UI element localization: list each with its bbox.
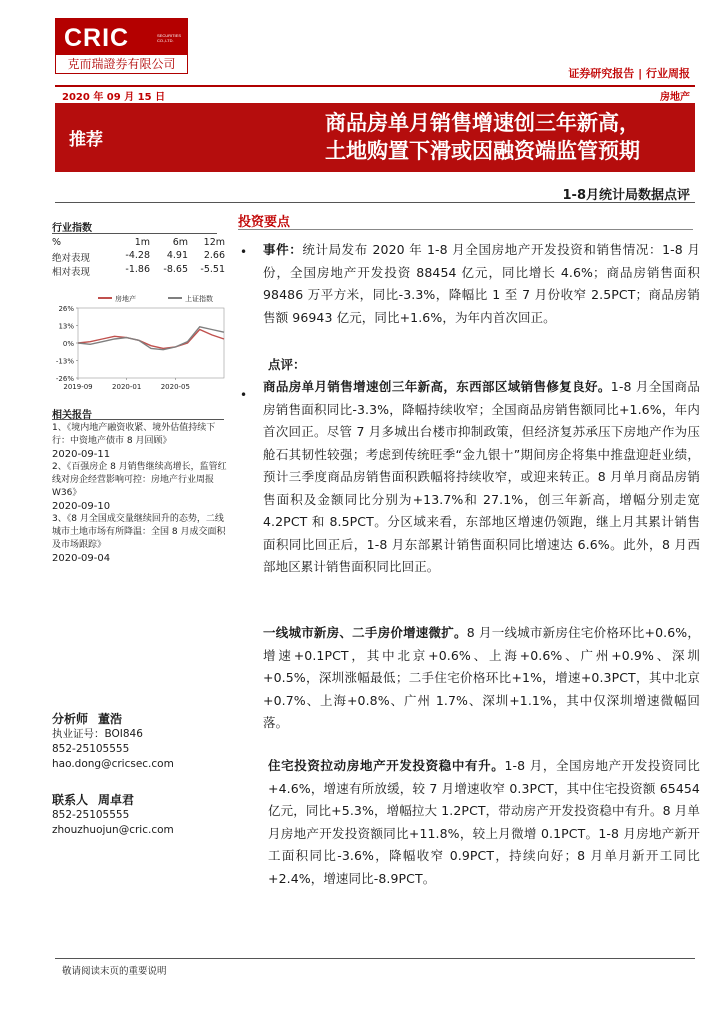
paragraph-body: 统计局发布 2020 年 1-8 月全国房地产开发投资和销售情况：1-8 月份，全国房地产开发投资 88454 亿元，同比增长 4.6%；商品房销售面积 98486 万平方米，同比-3.3%，降幅比 1 至 7 月份收窄 2.5PCT；商品房销售额 96943 亿元，同比+1.6%，为年内首次回正。 — [263, 242, 700, 325]
contact-block — [52, 793, 228, 838]
index-cell: -8.65 — [163, 264, 188, 275]
analyst-email[interactable]: hao.dong@cricsec.com — [52, 758, 174, 770]
x-tick-label: 2019-09 — [63, 383, 93, 391]
analyst-phone: 852-25105555 — [52, 743, 130, 755]
analyst-cert: 执业证号：BOI846 — [52, 728, 143, 740]
legend-label: 上证指数 — [185, 295, 213, 303]
index-title: 行业指数 — [52, 223, 92, 234]
chart-frame — [78, 308, 224, 378]
index-col-header: % — [52, 237, 62, 248]
bullet-icon: • — [240, 388, 248, 402]
logo-word: CRIC — [64, 24, 130, 52]
related-title: 相关报告 — [52, 410, 92, 421]
index-col-header: 6m — [172, 237, 188, 248]
index-performance-chart — [48, 290, 230, 394]
logo-cn-name: 克而瑞證券有限公司 — [67, 57, 176, 71]
y-tick-label: -13% — [55, 357, 74, 366]
contact-heading — [52, 793, 228, 808]
related-item-text: 2、《百强房企 8 月销售继续高增长，监管红线对房企经营影响可控：房地产行业周报 W36》 — [52, 462, 227, 498]
paragraph-body: 1-8 月全国商品房销售面积同比-3.3%，降幅持续收窄；全国商品房销售额同比+1.6%，年内首次回正。尽管 7 月多城出台楼市抑制政策，但经济复苏承压下房地产作为压舱石其韧性较强；考虑到传统旺季“金九银十”期间房企将集中推盘迎赶业绩，预计三季度商品房销售面积跌幅将持续收窄，或迎来转正。8 月单月商品房销售面积及金额同比分别为+13.7%和 27.1%，创三年新高，增幅分别走宽 4.2PCT 和 8.5PCT。分区域来看，东部地区增速仍领跑，继上月其累计销售面积同比回正后，1-8 月东部累计销售面积同比增速达 6.6%。此外，8 月西部地区累计销售面积同比回正。 — [263, 379, 700, 574]
x-tick-label: 2020-05 — [160, 383, 190, 391]
analyst-label: 分析师 — [52, 712, 89, 726]
related-item[interactable] — [52, 513, 228, 565]
analyst-block — [52, 712, 228, 772]
paragraph-body: 1-8 月，全国房地产开发投资同比+4.6%，增速有所放缓，较 7 月增速收窄 0.3PCT，其中住宅投资额 65454 亿元，同比+5.3%，增幅拉大 1.2PCT，带动房产开发投资稳中有升。8 月单月房地产开发投资额同比+11.8%，较上月微增 0.1PCT。1-8 月房地产新开工面积同比-3.6%，降幅收窄 0.9PCT，持续向好；8 月单月新开工同比+2.4%，增速同比-8.9PCT。 — [268, 758, 700, 886]
title-line-1: 商品房单月销售增速创三年新高， — [325, 110, 640, 135]
related-list — [52, 422, 228, 565]
analyst-name: 董浩 — [98, 712, 123, 726]
y-tick-label: 0% — [62, 340, 74, 348]
footer-note: 敬请阅读末页的重要说明 — [62, 966, 167, 977]
key-points-title: 投资要点 — [238, 215, 291, 230]
paragraph-body: 8 月一线城市新房住宅价格环比+0.6%，增速+0.1PCT，其中北京+0.6%、上海+0.6%、广州+0.9%、深圳+0.5%，深圳涨幅最低；二手住宅价格环比+1%，增速+0.3PCT，其中北京+0.7%、上海+0.8%、广州 1.7%、深圳+1.1%，其中仅深圳增速微幅回落。 — [263, 625, 700, 730]
related-item[interactable] — [52, 461, 228, 513]
related-item-date: 2020-09-11 — [52, 449, 111, 460]
report-date: 2020 年 09 月 15 日 — [62, 92, 166, 103]
rating: 推荐 — [69, 130, 103, 150]
subtitle-rule — [55, 202, 695, 203]
contact-label: 联系人 — [52, 793, 89, 807]
logo-sub: SECURITIES CO.,LTD. — [157, 33, 182, 43]
key-points-rule — [238, 229, 693, 230]
doc-type: 证券研究报告 | 行业周报 — [568, 67, 690, 80]
legend-label: 房地产 — [115, 295, 136, 303]
paragraph-lead: 商品房单月销售增速创三年新高，东西部区域销售修复良好。 — [263, 379, 611, 394]
index-rule — [52, 233, 217, 234]
paragraph-investment — [268, 755, 700, 890]
related-item-text: 1、《境内地产融资收紧、境外估值持续下行：中资地产债市 8 月回顾》 — [52, 423, 216, 446]
comment-heading: 点评： — [268, 357, 306, 372]
paragraph-sales — [263, 376, 700, 579]
index-cell: 4.91 — [166, 250, 188, 261]
related-item-date: 2020-09-10 — [52, 501, 111, 512]
index-row-absolute — [52, 250, 227, 263]
footer-rule — [55, 958, 695, 959]
title-banner — [55, 103, 695, 172]
index-row-label: 绝对表现 — [52, 253, 91, 264]
index-row-label: 相对表现 — [52, 267, 91, 278]
title-line-2: 土地购置下滑或因融资端监管预期 — [325, 138, 640, 163]
index-col-header: 12m — [203, 237, 225, 248]
contact-email[interactable]: zhouzhuojun@cric.com — [52, 824, 174, 836]
related-item-text: 3、《8 月全国成交量继续回升的态势，二线城市土地市场有所降温：全国 8 月成交面积及市场跟踪》 — [52, 514, 226, 550]
cric-logo — [55, 18, 188, 74]
related-item[interactable] — [52, 422, 228, 461]
paragraph-lead: 住宅投资拉动房地产开发投资稳中有升。 — [268, 758, 505, 773]
y-tick-label: -26% — [55, 375, 74, 383]
bullet-icon: • — [240, 245, 248, 259]
y-tick-label: 13% — [58, 322, 74, 331]
index-cell: -5.51 — [200, 264, 225, 275]
index-cell: -4.28 — [125, 250, 150, 261]
series-line-real-estate — [78, 330, 224, 349]
header-rule — [55, 85, 695, 87]
paragraph-lead: 事件： — [263, 242, 303, 257]
y-tick-label: 26% — [58, 305, 74, 313]
paragraph-lead: 一线城市新房、二手房价增速微扩。 — [263, 625, 467, 640]
index-row-relative — [52, 264, 227, 277]
index-header-row — [52, 237, 227, 250]
report-subtitle: 1-8月统计局数据点评 — [562, 188, 690, 203]
paragraph-event — [263, 239, 700, 329]
contact-name: 周卓君 — [98, 793, 135, 807]
contact-phone: 852-25105555 — [52, 809, 130, 821]
sector-label: 房地产 — [660, 92, 690, 103]
analyst-heading — [52, 712, 228, 727]
index-col-header: 1m — [134, 237, 150, 248]
index-cell: 2.66 — [203, 250, 225, 261]
index-cell: -1.86 — [125, 264, 150, 275]
related-item-date: 2020-09-04 — [52, 553, 111, 564]
related-rule — [52, 419, 224, 420]
paragraph-prices — [263, 622, 700, 735]
report-title — [325, 109, 640, 165]
x-tick-label: 2020-01 — [112, 383, 142, 391]
